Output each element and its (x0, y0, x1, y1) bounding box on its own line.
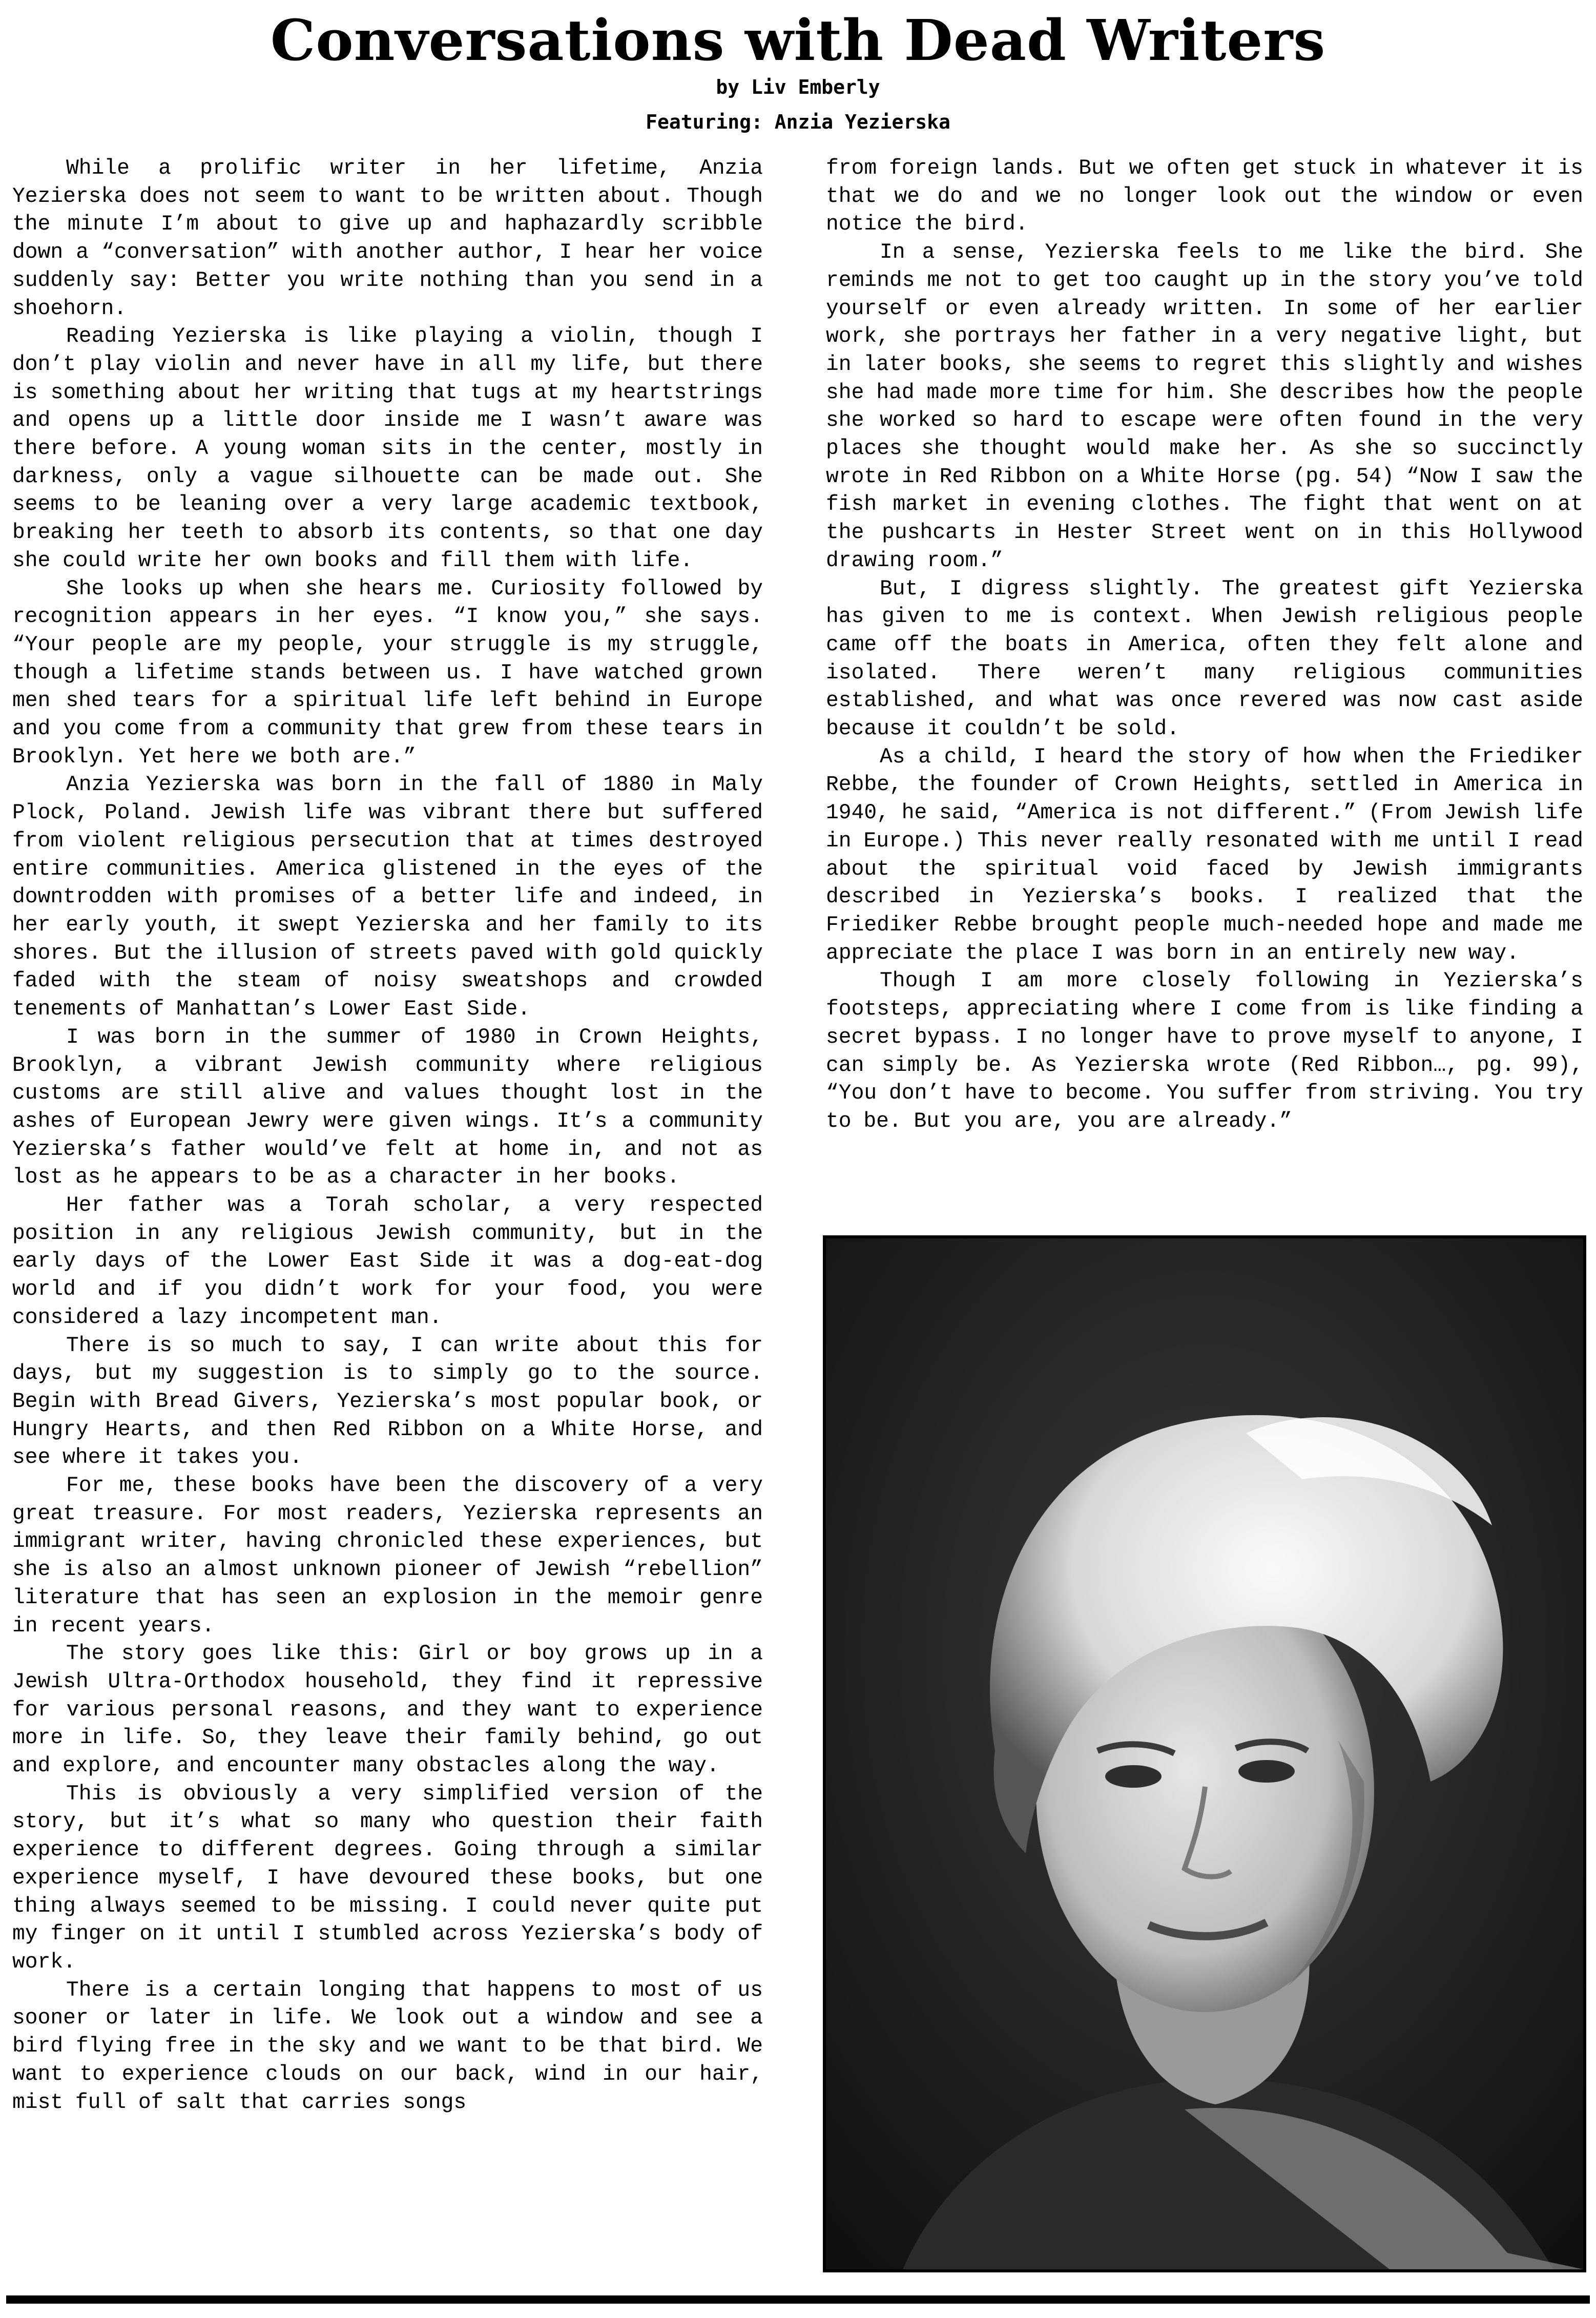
paragraph: She looks up when she hears me. Curiosity followed by recognition appears in her eyes. “I know you,” she says. “Your people are my people, your struggle is my struggle, though a lifetime stands between us. I have watched grown men shed tears for a spiritual life left behind in Europe and you come from a community that grew from these tears in Brooklyn. Yet here we both are.” (12, 577, 763, 769)
paragraph: For me, these books have been the discovery of a very great treasure. For most readers, Yezierska represents an immigrant writer, having chronicled these experiences, but she is also an almost unknown pioneer of Jewish “rebellion” literature that has seen an explosion in the memoir genre in recent years. (12, 1474, 763, 1638)
paragraph: In a sense, Yezierska feels to me like the bird. She reminds me not to get too caught up in the story you’ve told yourself or even already written. In some of her earlier work, she portrays her father in a very negative light, but in later books, she seems to regret this slightly and wishes she had made more time for him. She describes how the people she worked so hard to escape were often found in the very places she thought would make her. As she so succinctly wrote in Red Ribbon on a White Horse (pg. 54) “Now I saw the fish market in evening clothes. The fight that went on at the pushcarts in Hester Street went on in this Hollywood drawing room.” (826, 241, 1583, 573)
paragraph-continued: from foreign lands. But we often get stuck in whatever it is that we do and we no longer look out the window or even notice the bird. (826, 157, 1583, 237)
article-title: Conversations with Dead Writers (270, 7, 1326, 73)
featured-writer-line: Featuring: Anzia Yezierska (646, 111, 950, 133)
paragraph: Reading Yezierska is like playing a violin, though I don’t play violin and never have in all my life, but there is something about her writing that tugs at my heartstrings and opens up a little door inside me I wasn’t aware was there before. A young woman sits in the center, mostly in darkness, only a vague silhouette can be made out. She seems to be leaning over a very large academic textbook, breaking her teeth to absorb its contents, so that one day she could write her own books and fill them with life. (12, 325, 763, 573)
paragraph: But, I digress slightly. The greatest gift Yezierska has given to me is context. When Jewish religious people came off the boats in America, often they felt alone and isolated. There weren’t many religious communities established, and what was once revered was now cast aside because it couldn’t be sold. (826, 577, 1583, 741)
paragraph: Anzia Yezierska was born in the fall of 1880 in Maly Plock, Poland. Jewish life was vibrant there but suffered from violent religious persecution that at times destroyed entire communities. America glistened in the eyes of the downtrodden with promises of a better life and indeed, in her early youth, it swept Yezierska and her family to its shores. But the illusion of streets paved with gold quickly faded with the steam of noisy sweatshops and crowded tenements of Manhattan’s Lower East Side. (12, 773, 763, 1022)
portrait-photo (823, 1235, 1586, 2272)
paragraph: There is a certain longing that happens to most of us sooner or later in life. We look out a window and see a bird flying free in the sky and we want to be that bird. We want to experience clouds on our back, wind in our hair, mist full of salt that carries songs (12, 1978, 763, 2115)
right-text-column (826, 155, 1583, 1136)
paragraph: I was born in the summer of 1980 in Crown Heights, Brooklyn, a vibrant Jewish community where religious customs are still alive and values thought lost in the ashes of European Jewry were given wings. It’s a community Yezierska’s father would’ve felt at home in, and not as lost as he appears to be as a character in her books. (12, 1025, 763, 1190)
paragraph: The story goes like this: Girl or boy grows up in a Jewish Ultra-Orthodox household, they find it repressive for various personal reasons, and they want to experience more in life. So, they leave their family behind, go out and explore, and encounter many obstacles along the way. (12, 1642, 763, 1778)
paragraph: There is so much to say, I can write about this for days, but my suggestion is to simply go to the source. Begin with Bread Givers, Yezierska’s most popular book, or Hungry Hearts, and then Red Ribbon on a White Horse, and see where it takes you. (12, 1334, 763, 1470)
portrait-illustration (826, 1238, 1583, 2269)
paragraph: While a prolific writer in her lifetime, Anzia Yezierska does not seem to want to be written about. Though the minute I’m about to give up and haphazardly scribble down a “conversation” with another author, I hear her voice suddenly say: Better you write nothing than you send in a shoehorn. (12, 157, 763, 321)
paragraph: As a child, I heard the story of how when the Friediker Rebbe, the founder of Crown Heights, settled in America in 1940, he said, “America is not different.” (From Jewish life in Europe.) This never really resonated with me until I read about the spiritual void faced by Jewish immigrants described in Yezierska’s books. I realized that the Friediker Rebbe brought people much-needed hope and made me appreciate the place I was born in an entirely new way. (826, 745, 1583, 965)
paragraph: This is obviously a very simplified version of the story, but it’s what so many who question their faith experience to different degrees. Going through a similar experience myself, I have devoured these books, but one thing always seemed to be missing. I could never quite put my finger on it until I stumbled across Yezierska’s body of work. (12, 1782, 763, 1974)
author-byline: by Liv Emberly (716, 76, 880, 98)
paragraph: Though I am more closely following in Yezierska’s footsteps, appreciating where I come from is like finding a secret bypass. I no longer have to prove myself to anyone, I can simply be. As Yezierska wrote (Red Ribbon…, pg. 99), “You don’t have to become. You suffer from striving. You try to be. But you are, you are already.” (826, 969, 1583, 1133)
paragraph: Her father was a Torah scholar, a very respected position in any religious Jewish community, but in the early days of the Lower East Side it was a dog-eat-dog world and if you didn’t work for your food, you were considered a lazy incompetent man. (12, 1194, 763, 1330)
left-text-column (12, 155, 763, 2117)
bottom-rule (6, 2295, 1590, 2304)
